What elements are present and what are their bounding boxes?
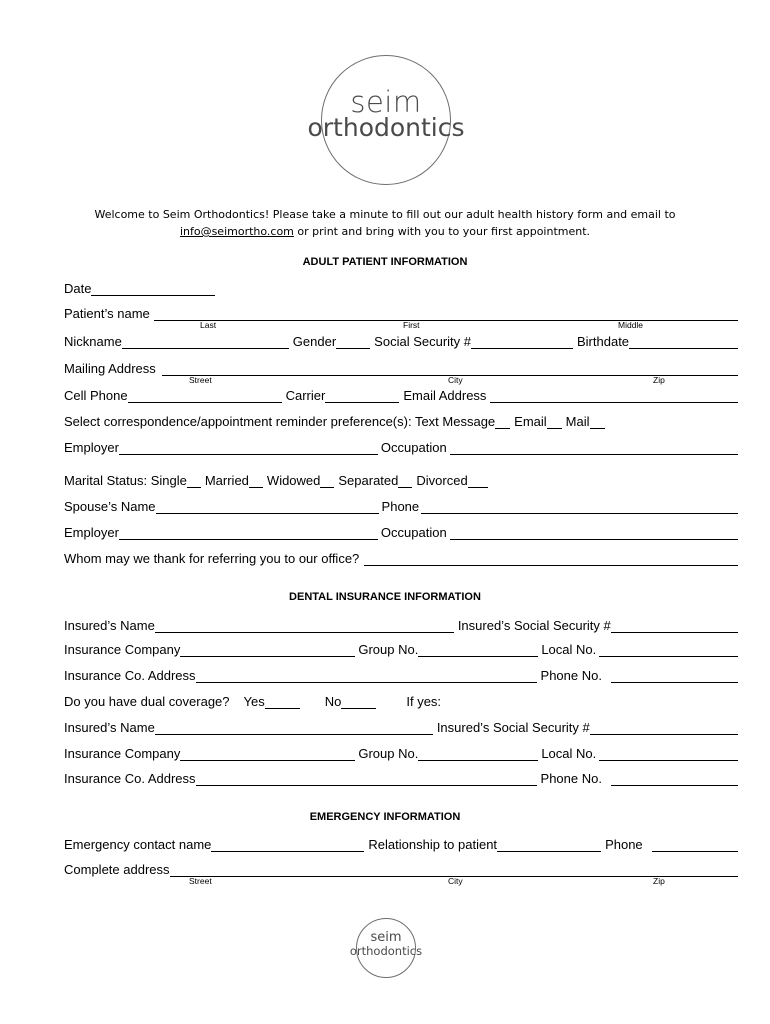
local-field-1[interactable]: [599, 645, 738, 657]
birthdate-label: Birthdate: [577, 334, 630, 349]
spouse-employer-field[interactable]: [119, 528, 378, 540]
complete-address-row: [64, 860, 738, 877]
widowed-field[interactable]: [320, 476, 334, 488]
referral-row: [64, 549, 738, 566]
dual-yes-field[interactable]: [265, 697, 300, 709]
relation-field[interactable]: [497, 840, 601, 852]
company-field-1[interactable]: [180, 645, 355, 657]
marital-row: [64, 471, 738, 488]
company-field-2[interactable]: [180, 749, 355, 761]
married-label: Married: [204, 473, 249, 488]
group-field-2[interactable]: [418, 749, 538, 761]
spouse-row: [64, 497, 738, 514]
cell-row: [64, 386, 738, 403]
employer-row: [64, 438, 738, 455]
complete-address-label: Complete address: [64, 862, 170, 877]
pref-label: Select correspondence/appointment reminder preference(s): Text Message: [64, 414, 496, 429]
footer-logo: [346, 918, 426, 982]
address-row-2: [64, 769, 738, 786]
ins-phone-field-1[interactable]: [611, 671, 738, 683]
insured-name-field-1[interactable]: [155, 621, 454, 633]
dual-ifyes-label: If yes:: [406, 694, 442, 709]
mailing-label: Mailing Address: [64, 361, 156, 376]
carrier-field[interactable]: [325, 391, 399, 403]
separated-label: Separated: [338, 473, 399, 488]
emergency-part-street: Street: [189, 876, 212, 886]
relation-label: Relationship to patient: [368, 837, 498, 852]
ins-phone-label-1: Phone No.: [540, 668, 602, 683]
address-part-street: Street: [189, 375, 212, 385]
pref-row: [64, 412, 738, 429]
email-label: Email Address: [403, 388, 487, 403]
married-field[interactable]: [249, 476, 263, 488]
name-part-first: First: [403, 320, 420, 330]
pref-mail-label: Mail: [565, 414, 590, 429]
emergency-phone-label: Phone: [605, 837, 643, 852]
ins-address-field-2[interactable]: [196, 774, 537, 786]
insured-name-label-1: Insured’s Name: [64, 618, 155, 633]
referral-label: Whom may we thank for referring you to our office?: [64, 551, 360, 566]
pref-mail-field[interactable]: [590, 417, 605, 429]
insured-ssn-field-2[interactable]: [590, 723, 738, 735]
email-link[interactable]: info@seimortho.com: [179, 225, 294, 238]
insured-name-field-2[interactable]: [155, 723, 433, 735]
dual-no-field[interactable]: [341, 697, 376, 709]
company-label-1: Insurance Company: [64, 642, 181, 657]
date-field[interactable]: [91, 284, 215, 296]
birthdate-field[interactable]: [629, 337, 738, 349]
group-field-1[interactable]: [418, 645, 538, 657]
insured-row-2: [64, 718, 738, 735]
insured-ssn-label-2: Insured’s Social Security #: [436, 720, 590, 735]
carrier-label: Carrier: [285, 388, 326, 403]
date-label: Date: [64, 281, 92, 296]
ssn-field[interactable]: [471, 337, 573, 349]
group-label-1: Group No.: [358, 642, 419, 657]
emergency-part-city: City: [448, 876, 463, 886]
intro-text2: or print and bring with you to your first appointment.: [293, 225, 591, 238]
employer-label: Employer: [64, 440, 119, 455]
emergency-part-zip: Zip: [653, 876, 665, 886]
ins-address-label-2: Insurance Co. Address: [64, 771, 196, 786]
local-label-2: Local No.: [541, 746, 597, 761]
single-field[interactable]: [187, 476, 201, 488]
pref-email-field[interactable]: [547, 417, 562, 429]
adult-heading: ADULT PATIENT INFORMATION: [302, 256, 468, 268]
dual-no-label: No: [324, 694, 342, 709]
separated-field[interactable]: [398, 476, 412, 488]
ins-phone-label-2: Phone No.: [540, 771, 602, 786]
local-field-2[interactable]: [599, 749, 738, 761]
company-row-2: [64, 744, 738, 761]
spouse-occupation-field[interactable]: [450, 528, 738, 540]
emergency-contact-label: Emergency contact name: [64, 837, 212, 852]
spouse-occupation-label: Occupation: [380, 525, 447, 540]
dual-yes-label: Yes: [243, 694, 265, 709]
emergency-phone-field[interactable]: [652, 840, 738, 852]
referral-field[interactable]: [364, 554, 738, 566]
ins-address-label-1: Insurance Co. Address: [64, 668, 196, 683]
dual-label: Do you have dual coverage?: [64, 694, 230, 709]
pref-text-field[interactable]: [495, 417, 510, 429]
dental-heading: DENTAL INSURANCE INFORMATION: [289, 591, 481, 603]
insured-ssn-label-1: Insured’s Social Security #: [457, 618, 611, 633]
address-row-1: [64, 666, 738, 683]
emergency-contact-field[interactable]: [211, 840, 364, 852]
name-part-last: Last: [200, 320, 217, 330]
cell-field[interactable]: [128, 391, 282, 403]
company-label-2: Insurance Company: [64, 746, 181, 761]
widowed-label: Widowed: [266, 473, 321, 488]
footer-logo-line1: seim: [370, 930, 402, 945]
marital-label: Marital Status: Single: [64, 473, 187, 488]
nickname-row: [64, 332, 738, 349]
patient-name-label: Patient’s name: [64, 306, 150, 321]
pref-email-label: Email: [514, 414, 547, 429]
group-label-2: Group No.: [358, 746, 419, 761]
intro-text1: Welcome to Seim Orthodontics! Please take a minute to fill out our adult health history form and email to: [94, 208, 676, 221]
ssn-label: Social Security #: [374, 334, 471, 349]
insured-name-label-2: Insured’s Name: [64, 720, 155, 735]
emergency-heading: EMERGENCY INFORMATION: [309, 811, 461, 823]
ins-address-field-1[interactable]: [196, 671, 537, 683]
patient-name-field[interactable]: [154, 309, 738, 321]
spouse-phone-field[interactable]: [421, 502, 738, 514]
insured-ssn-field-1[interactable]: [611, 621, 738, 633]
nickname-field[interactable]: [122, 337, 289, 349]
address-part-city: City: [448, 375, 463, 385]
spouse-field[interactable]: [156, 502, 379, 514]
occupation-field[interactable]: [450, 443, 738, 455]
name-part-middle: Middle: [618, 320, 644, 330]
local-label-1: Local No.: [541, 642, 597, 657]
gender-label: Gender: [292, 334, 337, 349]
spouse-label: Spouse’s Name: [64, 499, 156, 514]
employer-field[interactable]: [119, 443, 378, 455]
nickname-label: Nickname: [64, 334, 122, 349]
intro-text: [60, 206, 710, 240]
cell-label: Cell Phone: [64, 388, 128, 403]
logo: [301, 55, 471, 187]
date-row: [64, 279, 738, 296]
spouse-employer-label: Employer: [64, 525, 119, 540]
insured-row-1: [64, 616, 738, 633]
divorced-label: Divorced: [416, 473, 468, 488]
divorced-field[interactable]: [468, 476, 488, 488]
patient-name-row: [64, 304, 738, 321]
gender-field[interactable]: [336, 337, 370, 349]
dual-row: [64, 692, 738, 709]
footer-logo-line2: orthodontics: [349, 944, 423, 958]
ins-phone-field-2[interactable]: [611, 774, 738, 786]
emergency-row: [64, 835, 738, 852]
spouse-phone-label: Phone: [381, 499, 420, 514]
logo-line2: orthodontics: [307, 113, 465, 142]
spouse-employer-row: [64, 523, 738, 540]
logo-line1: seim: [350, 85, 422, 119]
email-field[interactable]: [490, 391, 738, 403]
company-row-1: [64, 640, 738, 657]
address-part-zip: Zip: [653, 375, 665, 385]
occupation-label: Occupation: [380, 440, 447, 455]
mailing-row: [64, 359, 738, 376]
